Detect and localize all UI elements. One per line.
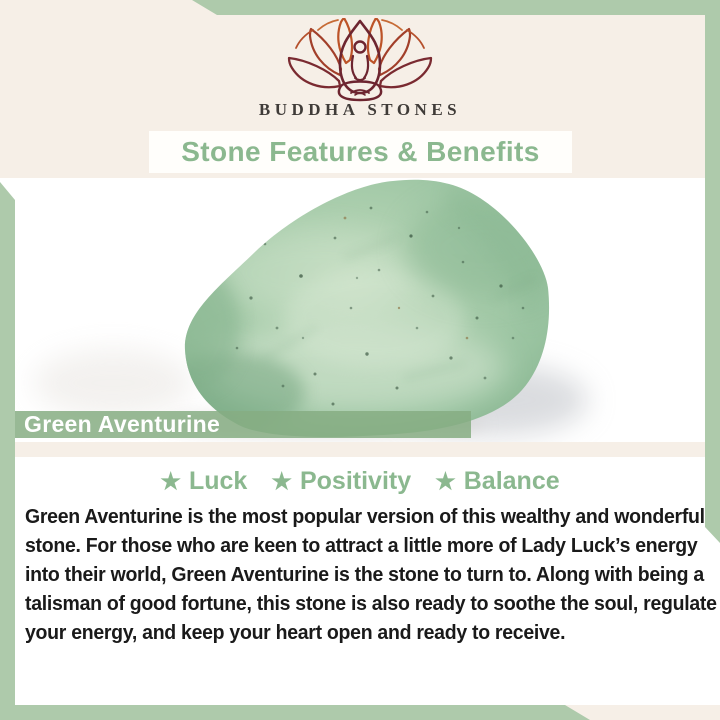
star-icon: ★	[435, 467, 456, 494]
description-line: Green Aventurine is the most popular version of this wealthy and wonderful	[25, 505, 705, 528]
border-accent-bottom	[0, 705, 590, 720]
header	[0, 0, 720, 178]
stone-name-banner	[15, 411, 471, 438]
feature-item-balance	[435, 467, 560, 496]
star-icon: ★	[160, 467, 181, 494]
photo-panel	[15, 178, 705, 442]
feature-item-luck	[160, 467, 247, 496]
feature-label: Positivity	[299, 466, 412, 495]
border-accent-left	[0, 182, 15, 720]
brand-name: BUDDHA STONES	[258, 100, 462, 119]
description-line: talisman of good fortune, this stone is also ready to soothe the soul, regulate	[25, 592, 717, 615]
features-row	[0, 466, 720, 496]
feature-label: Luck	[188, 466, 248, 495]
description-line: stone. For those who are keen to attract a little more of Lady Luck’s energy	[25, 534, 698, 557]
section-title: Stone Features & Benefits	[181, 136, 540, 167]
lotus-meditation-icon	[282, 18, 438, 102]
description-line: your energy, and keep your heart open and ready to receive.	[25, 621, 566, 644]
description-paragraph	[25, 502, 717, 647]
section-title-banner	[149, 131, 572, 173]
feature-label: Balance	[463, 466, 560, 495]
border-accent-top	[192, 0, 720, 15]
border-accent-right	[705, 0, 720, 543]
star-icon: ★	[271, 467, 292, 494]
description-line: into their world, Green Aventurine is the stone to turn to. Along with being a	[25, 563, 704, 586]
divider-band	[0, 442, 720, 457]
feature-item-positivity	[271, 467, 411, 496]
stone-name-label: Green Aventurine	[24, 411, 221, 437]
stone-photo	[15, 178, 705, 442]
